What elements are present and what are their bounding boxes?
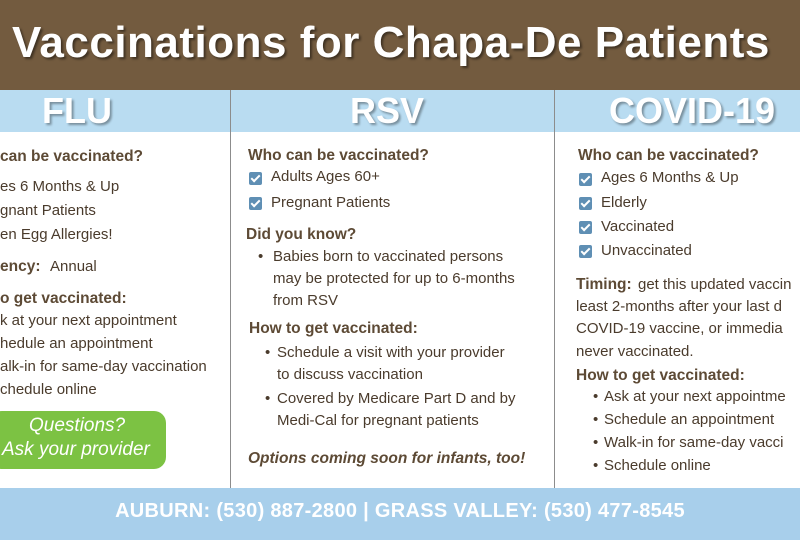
rsv-column (231, 132, 554, 488)
rsv-how-line: Covered by Medicare Part D and by (277, 390, 516, 407)
bullet-icon: • (593, 457, 599, 474)
covid-timing-line: least 2-months after your last d (576, 298, 782, 315)
flu-heading: FLU (42, 90, 112, 131)
bullet-icon: • (265, 390, 271, 407)
flu-frequency-label: ency: (0, 258, 41, 275)
covid-who-item: Elderly (601, 194, 647, 211)
covid-column (555, 132, 800, 488)
covid-who-header: Who can be vaccinated? (578, 147, 759, 164)
covid-timing-line: get this updated vaccin (638, 276, 792, 293)
rsv-who-item: Pregnant Patients (271, 194, 391, 211)
bullet-icon: • (593, 388, 599, 405)
checkbox-icon (579, 173, 592, 186)
covid-who-item: Vaccinated (601, 218, 675, 235)
flu-how-item: hedule an appointment (0, 335, 153, 352)
rsv-who-header: Who can be vaccinated? (248, 147, 429, 164)
covid-who-item: Ages 6 Months & Up (601, 169, 739, 186)
checkbox-icon (249, 197, 262, 210)
covid-timing-line: COVID-19 vaccine, or immedia (576, 320, 783, 337)
bullet-icon: • (265, 344, 271, 361)
rsv-infant-note: Options coming soon for infants, too! (248, 450, 526, 467)
covid-heading: COVID-19 (609, 90, 776, 131)
covid-how-item: Schedule an appointment (604, 411, 775, 428)
rsv-did-you-know-header: Did you know? (246, 226, 357, 243)
flu-column (0, 132, 230, 488)
flu-how-item: chedule online (0, 381, 97, 398)
flu-frequency-value: Annual (50, 258, 97, 275)
rsv-how-header: How to get vaccinated: (249, 320, 418, 337)
questions-label: Questions? (29, 415, 126, 436)
rsv-fact-line: Babies born to vaccinated persons (273, 248, 504, 265)
rsv-fact-line: from RSV (273, 292, 339, 309)
covid-how-item: Walk-in for same-day vacci (604, 434, 784, 451)
covid-how-item: Ask at your next appointme (604, 388, 786, 405)
covid-how-item: Schedule online (604, 457, 711, 474)
flu-who-item: es 6 Months & Up (0, 178, 120, 195)
checkbox-icon (579, 197, 592, 210)
checkbox-icon (249, 172, 262, 185)
page-title: Vaccinations for Chapa-De Patients (12, 18, 770, 67)
checkbox-icon (579, 245, 592, 258)
flu-who-item: gnant Patients (0, 202, 96, 219)
covid-who-item: Unvaccinated (601, 242, 692, 259)
flu-who-header: can be vaccinated? (0, 148, 144, 165)
flu-who-item: en Egg Allergies! (0, 226, 113, 243)
rsv-heading: RSV (350, 90, 425, 131)
bullet-icon: • (593, 434, 599, 451)
footer-phone-numbers: AUBURN: (530) 887-2800 | GRASS VALLEY: (530) 477-8545 (115, 500, 685, 522)
bullet-icon: • (258, 248, 264, 265)
ask-provider-label: Ask your provider (2, 439, 150, 460)
rsv-who-item: Adults Ages 60+ (271, 168, 380, 185)
flu-how-item: alk-in for same-day vaccination (0, 358, 207, 375)
flu-how-header: o get vaccinated: (0, 290, 127, 307)
rsv-how-line: to discuss vaccination (277, 366, 423, 383)
covid-timing-label: Timing: (576, 276, 632, 293)
flu-how-item: k at your next appointment (0, 312, 177, 329)
covid-timing-line: never vaccinated. (576, 343, 694, 360)
rsv-how-line: Medi-Cal for pregnant patients (277, 412, 479, 429)
checkbox-icon (579, 221, 592, 234)
bullet-icon: • (593, 411, 599, 428)
rsv-fact-line: may be protected for up to 6-months (273, 270, 515, 287)
rsv-how-line: Schedule a visit with your provider (277, 344, 505, 361)
covid-how-header: How to get vaccinated: (576, 367, 745, 384)
